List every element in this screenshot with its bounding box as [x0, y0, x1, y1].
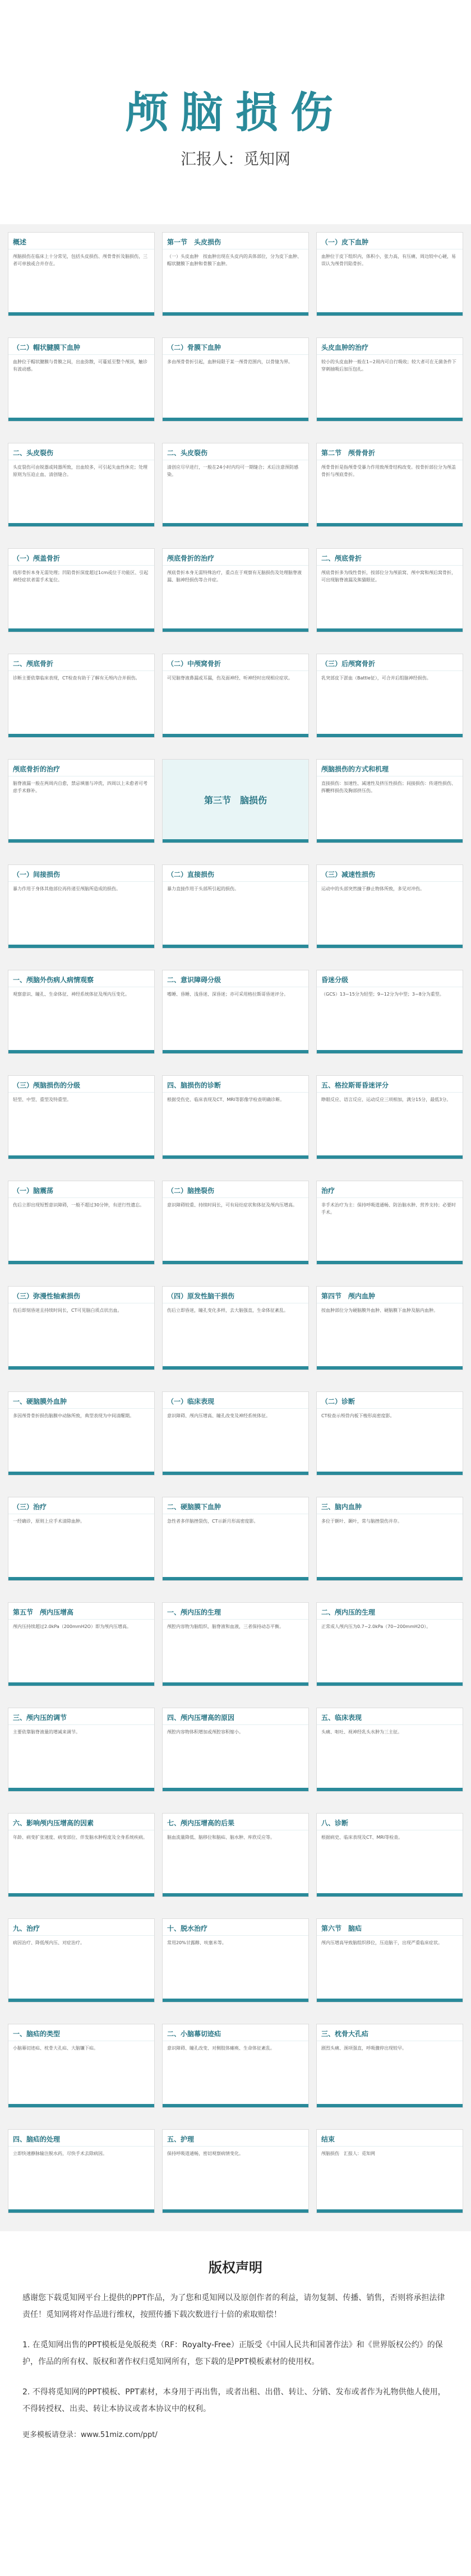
slide-heading: （三）治疗 [8, 1497, 154, 1514]
slide-card [8, 759, 155, 843]
slide-body: 嗜睡、昏睡、浅昏迷、深昏迷；亦可采用格拉斯哥昏迷评分。 [167, 992, 288, 997]
slide-accent-bar [317, 1682, 463, 1686]
slide-body: 血肿位于皮下组织内，体积小，张力高，有压痛，周边较中心硬，易误认为颅骨凹陷骨折。 [321, 254, 456, 266]
slide-body: CT检查示颅骨内板下梭形高密度影。 [321, 1413, 395, 1418]
slide-heading: 二、头皮裂伤 [163, 443, 308, 460]
slide-heading: 颅脑损伤的方式和机理 [317, 760, 463, 776]
slide-accent-bar [163, 1366, 308, 1370]
slide-accent-bar [317, 734, 463, 737]
copyright-p2: 2. 不得将觅知网的PPT模板、PPT素材，本身用于再出售，或者出租、出借、转让、分销、发布或者作为礼物供他人使用，不得转授权、出卖、转让本协议或者本协议中的权利。 [22, 2388, 446, 2413]
slide-accent-bar [163, 1682, 308, 1686]
slide-card [162, 1813, 309, 1897]
slide-heading: 第四节 颅内血肿 [317, 1287, 463, 1303]
slide-accent-bar [8, 1788, 154, 1791]
more-templates: 更多模板请登录：www.51miz.com/ppt/ [22, 2431, 158, 2439]
slide-accent-bar [163, 312, 308, 316]
slide-accent-bar [8, 1050, 154, 1053]
slide-heading: 二、小脑幕切迹疝 [163, 2024, 308, 2041]
slide-card [162, 443, 309, 527]
slide-card [8, 232, 155, 316]
slide-body: 脑脊液漏一般在两周内自愈，禁忌填塞与冲洗，四周以上未愈者可考虑手术修补。 [13, 781, 147, 793]
slide-accent-bar [317, 312, 463, 316]
slide-card [8, 1918, 155, 2002]
slide-card [8, 1181, 155, 1265]
main-title: 颅脑损伤 [126, 87, 345, 137]
slide-heading: 三、枕骨大孔疝 [317, 2024, 463, 2041]
copyright-section [0, 2231, 471, 2576]
slide-body: 主要依靠脑脊液量的增减来调节。 [13, 1729, 80, 1735]
slide-body: 根据受伤史、临床表现及CT、MRI等影像学检查明确诊断。 [167, 1097, 285, 1102]
slide-accent-bar [317, 1050, 463, 1053]
slide-body: 根据病史、临床表现及CT、MRI等检查。 [321, 1835, 403, 1840]
slide-card [162, 1602, 309, 1686]
slide-body: 多由颅骨骨折引起，血肿局限于某一颅骨范围内，以骨缝为界。 [167, 359, 293, 364]
slide-heading: 二、颅底骨折 [317, 549, 463, 566]
slide-body: 头皮裂伤可由锐器或钝器所致，出血较多，可引起失血性休克；处理原则为压迫止血、清创缝合。 [13, 465, 147, 477]
slide-accent-bar [8, 1261, 154, 1264]
slide-accent-bar [317, 839, 463, 843]
slide-heading: （二）诊断 [317, 1392, 463, 1409]
slide-card [316, 1391, 463, 1476]
slide-card [162, 1497, 309, 1581]
slide-accent-bar [163, 839, 308, 843]
slide-accent-bar [163, 1155, 308, 1159]
slide-body: 直接损伤：加速性、减速性及挤压性损伤；间接损伤：传递性损伤、挥鞭样损伤及胸部挤压伤。 [321, 781, 456, 793]
slide-heading: 二、意识障碍分级 [163, 970, 308, 987]
slide-body: 意识障碍、颅内压增高、瞳孔改变及神经系统体征。 [167, 1413, 270, 1418]
slide-heading: 一、脑疝的类型 [8, 2024, 154, 2041]
slide-heading: 第二节 颅骨骨折 [317, 443, 463, 460]
slide-accent-bar [163, 628, 308, 632]
slide-card [8, 443, 155, 527]
slide-card [316, 864, 463, 949]
slide-heading: 四、颅内压增高的原因 [163, 1708, 308, 1725]
slide-card [162, 2129, 309, 2213]
slide-accent-bar [163, 945, 308, 948]
slide-card [316, 759, 463, 843]
slide-accent-bar [163, 1050, 308, 1053]
slide-card [162, 759, 309, 843]
slide-accent-bar [163, 1472, 308, 1475]
slide-accent-bar [8, 1682, 154, 1686]
slide-body: 可见脑脊液鼻漏或耳漏，伤及面神经、听神经时出现相应症状。 [167, 676, 293, 681]
slide-body: 剧烈头痛、颈项强直，呼吸骤停出现较早。 [321, 2046, 407, 2051]
slide-body: 诊断主要依靠临床表现，CT检查有助于了解有无颅内合并损伤。 [13, 676, 140, 681]
slide-heading: 一、颅脑外伤病人病情观察 [8, 970, 154, 987]
slide-heading: （二）中颅窝骨折 [163, 654, 308, 671]
slide-heading: 一、颅内压的生理 [163, 1603, 308, 1620]
title-slide [0, 0, 471, 224]
slide-accent-bar [8, 418, 154, 421]
slide-heading: 一、硬脑膜外血肿 [8, 1392, 154, 1409]
slide-card [8, 337, 155, 422]
slide-body: （一）头皮血肿 按血肿出现在头皮内的具体部位，分为皮下血肿、帽状腱膜下血肿和骨膜下血肿。 [167, 254, 302, 266]
slide-heading: （一）间接损伤 [8, 865, 154, 882]
slide-accent-bar [163, 1999, 308, 2002]
slide-heading: 六、影响颅内压增高的因素 [8, 1814, 154, 1830]
slide-body: 颅腔内容物体积增加或颅腔容积缩小。 [167, 1729, 243, 1735]
slide-heading: 结束 [317, 2130, 463, 2147]
slide-heading: 概述 [8, 233, 154, 249]
slide-heading: （二）骨膜下血肿 [163, 338, 308, 355]
slide-accent-bar [317, 1366, 463, 1370]
slide-body: 睁眼反应、语言反应、运动反应三项相加，满分15分，最低3分。 [321, 1097, 451, 1102]
slide-accent-bar [8, 945, 154, 948]
slide-accent-bar [163, 1261, 308, 1264]
slide-card [162, 548, 309, 632]
slide-accent-bar [163, 1893, 308, 1897]
slide-body: 多位于额叶、颞叶，常与脑挫裂伤并存。 [321, 1519, 402, 1524]
slide-accent-bar [317, 2209, 463, 2213]
slide-heading: 三、颅内压的调节 [8, 1708, 154, 1725]
slide-heading: 第一节 头皮损伤 [163, 233, 308, 249]
slide-heading: （二）脑挫裂伤 [163, 1181, 308, 1198]
slide-accent-bar [8, 2209, 154, 2213]
slide-card [8, 1391, 155, 1476]
slide-body: 线形骨折本身无需处理；凹陷骨折深度超过1cm或位于功能区、引起神经症状者需手术复位。 [13, 570, 149, 582]
slide-accent-bar [317, 1999, 463, 2002]
slide-body: 乳突部皮下淤血（Battle征），可合并后组脑神经损伤。 [321, 676, 431, 681]
slide-heading: （一）脑震荡 [8, 1181, 154, 1198]
slide-heading: 颅底骨折的治疗 [163, 549, 308, 566]
slide-body: 血肿位于帽状腱膜与骨膜之间，出血弥散，可蔓延至整个颅顶，触诊有波动感。 [13, 359, 147, 372]
slide-heading: 治疗 [317, 1181, 463, 1198]
slide-accent-bar [317, 1788, 463, 1791]
slide-card [316, 1813, 463, 1897]
slide-card [162, 1918, 309, 2002]
slide-heading: 二、头皮裂伤 [8, 443, 154, 460]
slide-heading: （三）弥漫性轴索损伤 [8, 1287, 154, 1303]
slide-card [316, 654, 463, 738]
slide-card [8, 2129, 155, 2213]
slide-body: 意识障碍较重、持续时间长，可有局灶症状和体征及颅内压增高。 [167, 1203, 297, 1208]
slide-body: 病因治疗、降低颅内压、对症治疗。 [13, 1940, 85, 1945]
slide-body: 小脑幕切迹疝、枕骨大孔疝、大脑镰下疝。 [13, 2046, 98, 2051]
slide-accent-bar [8, 1472, 154, 1475]
slide-accent-bar [317, 1261, 463, 1264]
slide-accent-bar [163, 2209, 308, 2213]
slide-body: 正常成人颅内压为0.7~2.0kPa（70~200mmH2O）。 [321, 1624, 431, 1629]
slide-body: 颅内压持续超过2.0kPa（200mmH2O）即为颅内压增高。 [13, 1624, 131, 1629]
slide-heading: 昏迷分级 [317, 970, 463, 987]
slide-heading: （一）皮下血肿 [317, 233, 463, 249]
slide-card [162, 654, 309, 738]
slide-accent-bar [163, 1788, 308, 1791]
slide-card [8, 654, 155, 738]
slide-card [316, 1075, 463, 1159]
slide-card [8, 970, 155, 1054]
slide-card [316, 1602, 463, 1686]
slide-card [162, 2024, 309, 2108]
slide-card [8, 1075, 155, 1159]
slide-heading: （一）临床表现 [163, 1392, 308, 1409]
slide-body: 一经确诊，原则上应手术清除血肿。 [13, 1519, 85, 1524]
slide-card [162, 1286, 309, 1370]
slide-card [8, 1286, 155, 1370]
reporter: 汇报人：觅知网 [180, 150, 290, 168]
slide-heading: （四）原发性脑干损伤 [163, 1287, 308, 1303]
slide-body: 按血肿部位分为硬脑膜外血肿、硬脑膜下血肿及脑内血肿。 [321, 1308, 438, 1313]
slide-heading: 十、脱水治疗 [163, 1919, 308, 1936]
slide-card [162, 1391, 309, 1476]
slide-card [8, 2024, 155, 2108]
slide-body: 颅底骨折本身无需特殊治疗，重点在于观察有无脑损伤及处理脑脊液漏、脑神经损伤等合并症。 [167, 570, 302, 582]
slide-body: 立即快速静脉输注脱水药，尽快手术去除病因。 [13, 2151, 107, 2156]
copyright-p1: 1. 在觅知网出售的PPT模板是免版税类（RF：Royalty-Free）正版受《中国人民共和国著作法》和《世界版权公约》的保护，作品的所有权、版权和著作权归觅知网所有，您下载的是PPT模板素材的使用权。 [22, 2341, 443, 2366]
slide-body: 颅内压增高导致脑组织移位，压迫脑干，出现严重临床症状。 [321, 1940, 442, 1945]
slide-accent-bar [317, 2104, 463, 2107]
slide-heading: 二、颅内压的生理 [317, 1603, 463, 1620]
slide-body: 年龄、病变扩张速度、病变部位、伴发脑水肿程度及全身系统疾病。 [13, 1835, 147, 1840]
slide-body: 常用20%甘露醇、呋塞米等。 [167, 1940, 227, 1945]
slide-card [316, 2129, 463, 2213]
slide-accent-bar [317, 1893, 463, 1897]
slide-card [316, 1286, 463, 1370]
slide-body: 颅骨骨折是指颅骨受暴力作用致颅骨结构改变。按骨折部位分为颅盖骨折与颅底骨折。 [321, 465, 456, 477]
slide-heading: 四、脑损伤的诊断 [163, 1076, 308, 1093]
slide-body: 伤后立即昏迷，瞳孔变化多样，去大脑强直，生命体征紊乱。 [167, 1308, 288, 1313]
slide-body: 运动中的头部突然撞于静止物体所致，多见对冲伤。 [321, 886, 424, 891]
slide-accent-bar [317, 945, 463, 948]
slide-heading: 四、脑疝的处理 [8, 2130, 154, 2147]
slide-body: 多因颅骨骨折损伤脑膜中动脉所致，典型表现为中间清醒期。 [13, 1413, 134, 1418]
slide-body: 颅脑损伤 汇报人：觅知网 [321, 2151, 375, 2156]
slide-accent-bar [163, 1577, 308, 1580]
slide-accent-bar [8, 1155, 154, 1159]
slide-heading: 九、治疗 [8, 1919, 154, 1936]
slide-heading: （一）颅盖骨折 [8, 549, 154, 566]
slide-heading: 第六节 脑疝 [317, 1919, 463, 1936]
slide-heading: 八、诊断 [317, 1814, 463, 1830]
slide-accent-bar [163, 2104, 308, 2107]
slide-accent-bar [163, 523, 308, 526]
slide-card [316, 443, 463, 527]
slide-accent-bar [8, 734, 154, 737]
copyright-title: 版权声明 [209, 2260, 262, 2276]
slide-card [162, 337, 309, 422]
slide-heading: 三、脑内血肿 [317, 1497, 463, 1514]
slide-card [316, 337, 463, 422]
slide-heading: 头皮血肿的治疗 [317, 338, 463, 355]
slide-body: 头痛、呕吐、视神经乳头水肿为三主征。 [321, 1729, 402, 1735]
slide-accent-bar [317, 1577, 463, 1580]
slide-card [316, 232, 463, 316]
slide-heading: 五、格拉斯哥昏迷评分 [317, 1076, 463, 1093]
slide-accent-bar [317, 1472, 463, 1475]
slide-body: 脑血流量降低、脑移位和脑疝、脑水肿、库欣反应等。 [167, 1835, 275, 1840]
slide-accent-bar [8, 1999, 154, 2002]
slide-card [316, 1708, 463, 1792]
slide-heading: 二、硬脑膜下血肿 [163, 1497, 308, 1514]
slide-card [8, 1708, 155, 1792]
slide-accent-bar [8, 628, 154, 632]
slide-heading: （二）帽状腱膜下血肿 [8, 338, 154, 355]
slide-card [316, 2024, 463, 2108]
slide-body: 伤后立即出现短暂意识障碍，一般不超过30分钟，有逆行性遗忘。 [13, 1203, 145, 1208]
slide-accent-bar [163, 418, 308, 421]
copyright-intro: 感谢您下载觅知网平台上提供的PPT作品，为了您和觅知网以及原创作者的利益，请勿复制、传播、销售，否则将承担法律责任！觅知网将对作品进行维权，按照传播下载次数进行十倍的索取赔偿！ [22, 2293, 445, 2319]
slide-card [162, 1075, 309, 1159]
slide-card [8, 864, 155, 949]
slide-heading: 颅底骨折的治疗 [8, 760, 154, 776]
slide-heading: （二）直接损伤 [163, 865, 308, 882]
slide-heading: （三）减速性损伤 [317, 865, 463, 882]
slide-body: 颅底骨折多为线性骨折，按部位分为颅前窝、颅中窝和颅后窝骨折，可出现脑脊液漏及熊猫眼征。 [321, 570, 456, 582]
slide-card [8, 1813, 155, 1897]
slide-body: 伤后即刻昏迷且持续时间长，CT可见脑白质点状出血。 [13, 1308, 122, 1313]
slide-accent-bar [8, 523, 154, 526]
slide-accent-bar [8, 839, 154, 843]
slide-heading: 第五节 颅内压增高 [8, 1603, 154, 1620]
slide-card [8, 1602, 155, 1686]
slide-body: 轻型、中型、重型及特重型。 [13, 1097, 71, 1102]
slide-body: 观察意识、瞳孔、生命体征、神经系统体征及颅内压变化。 [13, 992, 130, 997]
slide-accent-bar [317, 628, 463, 632]
slide-heading: （三）后颅窝骨折 [317, 654, 463, 671]
slide-card [162, 232, 309, 316]
slide-body: 清创应尽早进行，一般在24小时内均可一期缝合；术后注意预防感染。 [167, 465, 299, 477]
slide-heading: 七、颅内压增高的后果 [163, 1814, 308, 1830]
slide-body: 颅腔内容物为脑组织、脑脊液和血液，三者保持动态平衡。 [167, 1624, 284, 1629]
slide-body: 非手术治疗为主：保持呼吸道通畅、防治脑水肿、营养支持；必要时手术。 [321, 1203, 456, 1215]
slide-heading: 五、临床表现 [317, 1708, 463, 1725]
slide-heading: 第三节 脑损伤 [204, 795, 267, 806]
slide-body: 急性者多伴脑挫裂伤，CT示新月形高密度影。 [167, 1519, 258, 1524]
slide-accent-bar [163, 734, 308, 737]
slide-accent-bar [8, 1577, 154, 1580]
slide-card [8, 1497, 155, 1581]
slide-body: 暴力作用于身体其他部位再传递至颅脑所造成的损伤。 [13, 886, 121, 891]
slide-body: 暴力直接作用于头部所引起的损伤。 [167, 886, 239, 891]
slide-card [316, 970, 463, 1054]
slide-accent-bar [8, 1893, 154, 1897]
slide-card [8, 548, 155, 632]
slide-accent-bar [317, 523, 463, 526]
slide-card [162, 1708, 309, 1792]
slide-card [316, 1181, 463, 1265]
slide-card [316, 1918, 463, 2002]
slide-body: 颅脑损伤在临床上十分常见，包括头皮损伤、颅骨骨折及脑损伤，三者可单独或合并存在。 [13, 254, 147, 266]
slide-accent-bar [317, 418, 463, 421]
slide-body: 较小的头皮血肿一般在1~2周内可自行吸收；较大者可在无菌条件下穿刺抽吸后加压包扎。 [321, 359, 456, 372]
slide-accent-bar [8, 312, 154, 316]
slide-accent-bar [8, 2104, 154, 2107]
slide-heading: 五、护理 [163, 2130, 308, 2147]
slide-body: 保持呼吸道通畅，密切观察病情变化。 [167, 2151, 243, 2156]
slide-accent-bar [317, 1155, 463, 1159]
slide-card [162, 864, 309, 949]
slide-card [162, 1181, 309, 1265]
slide-card [316, 1497, 463, 1581]
slide-accent-bar [8, 1366, 154, 1370]
slide-body: （GCS）13~15分为轻型；9~12分为中型；3~8分为重型。 [321, 992, 444, 997]
slide-card [316, 548, 463, 632]
slide-heading: （三）颅脑损伤的分级 [8, 1076, 154, 1093]
slide-body: 意识障碍、瞳孔改变、对侧肢体瘫痪、生命体征紊乱。 [167, 2046, 275, 2051]
slide-heading: 二、颅底骨折 [8, 654, 154, 671]
slide-card [162, 970, 309, 1054]
